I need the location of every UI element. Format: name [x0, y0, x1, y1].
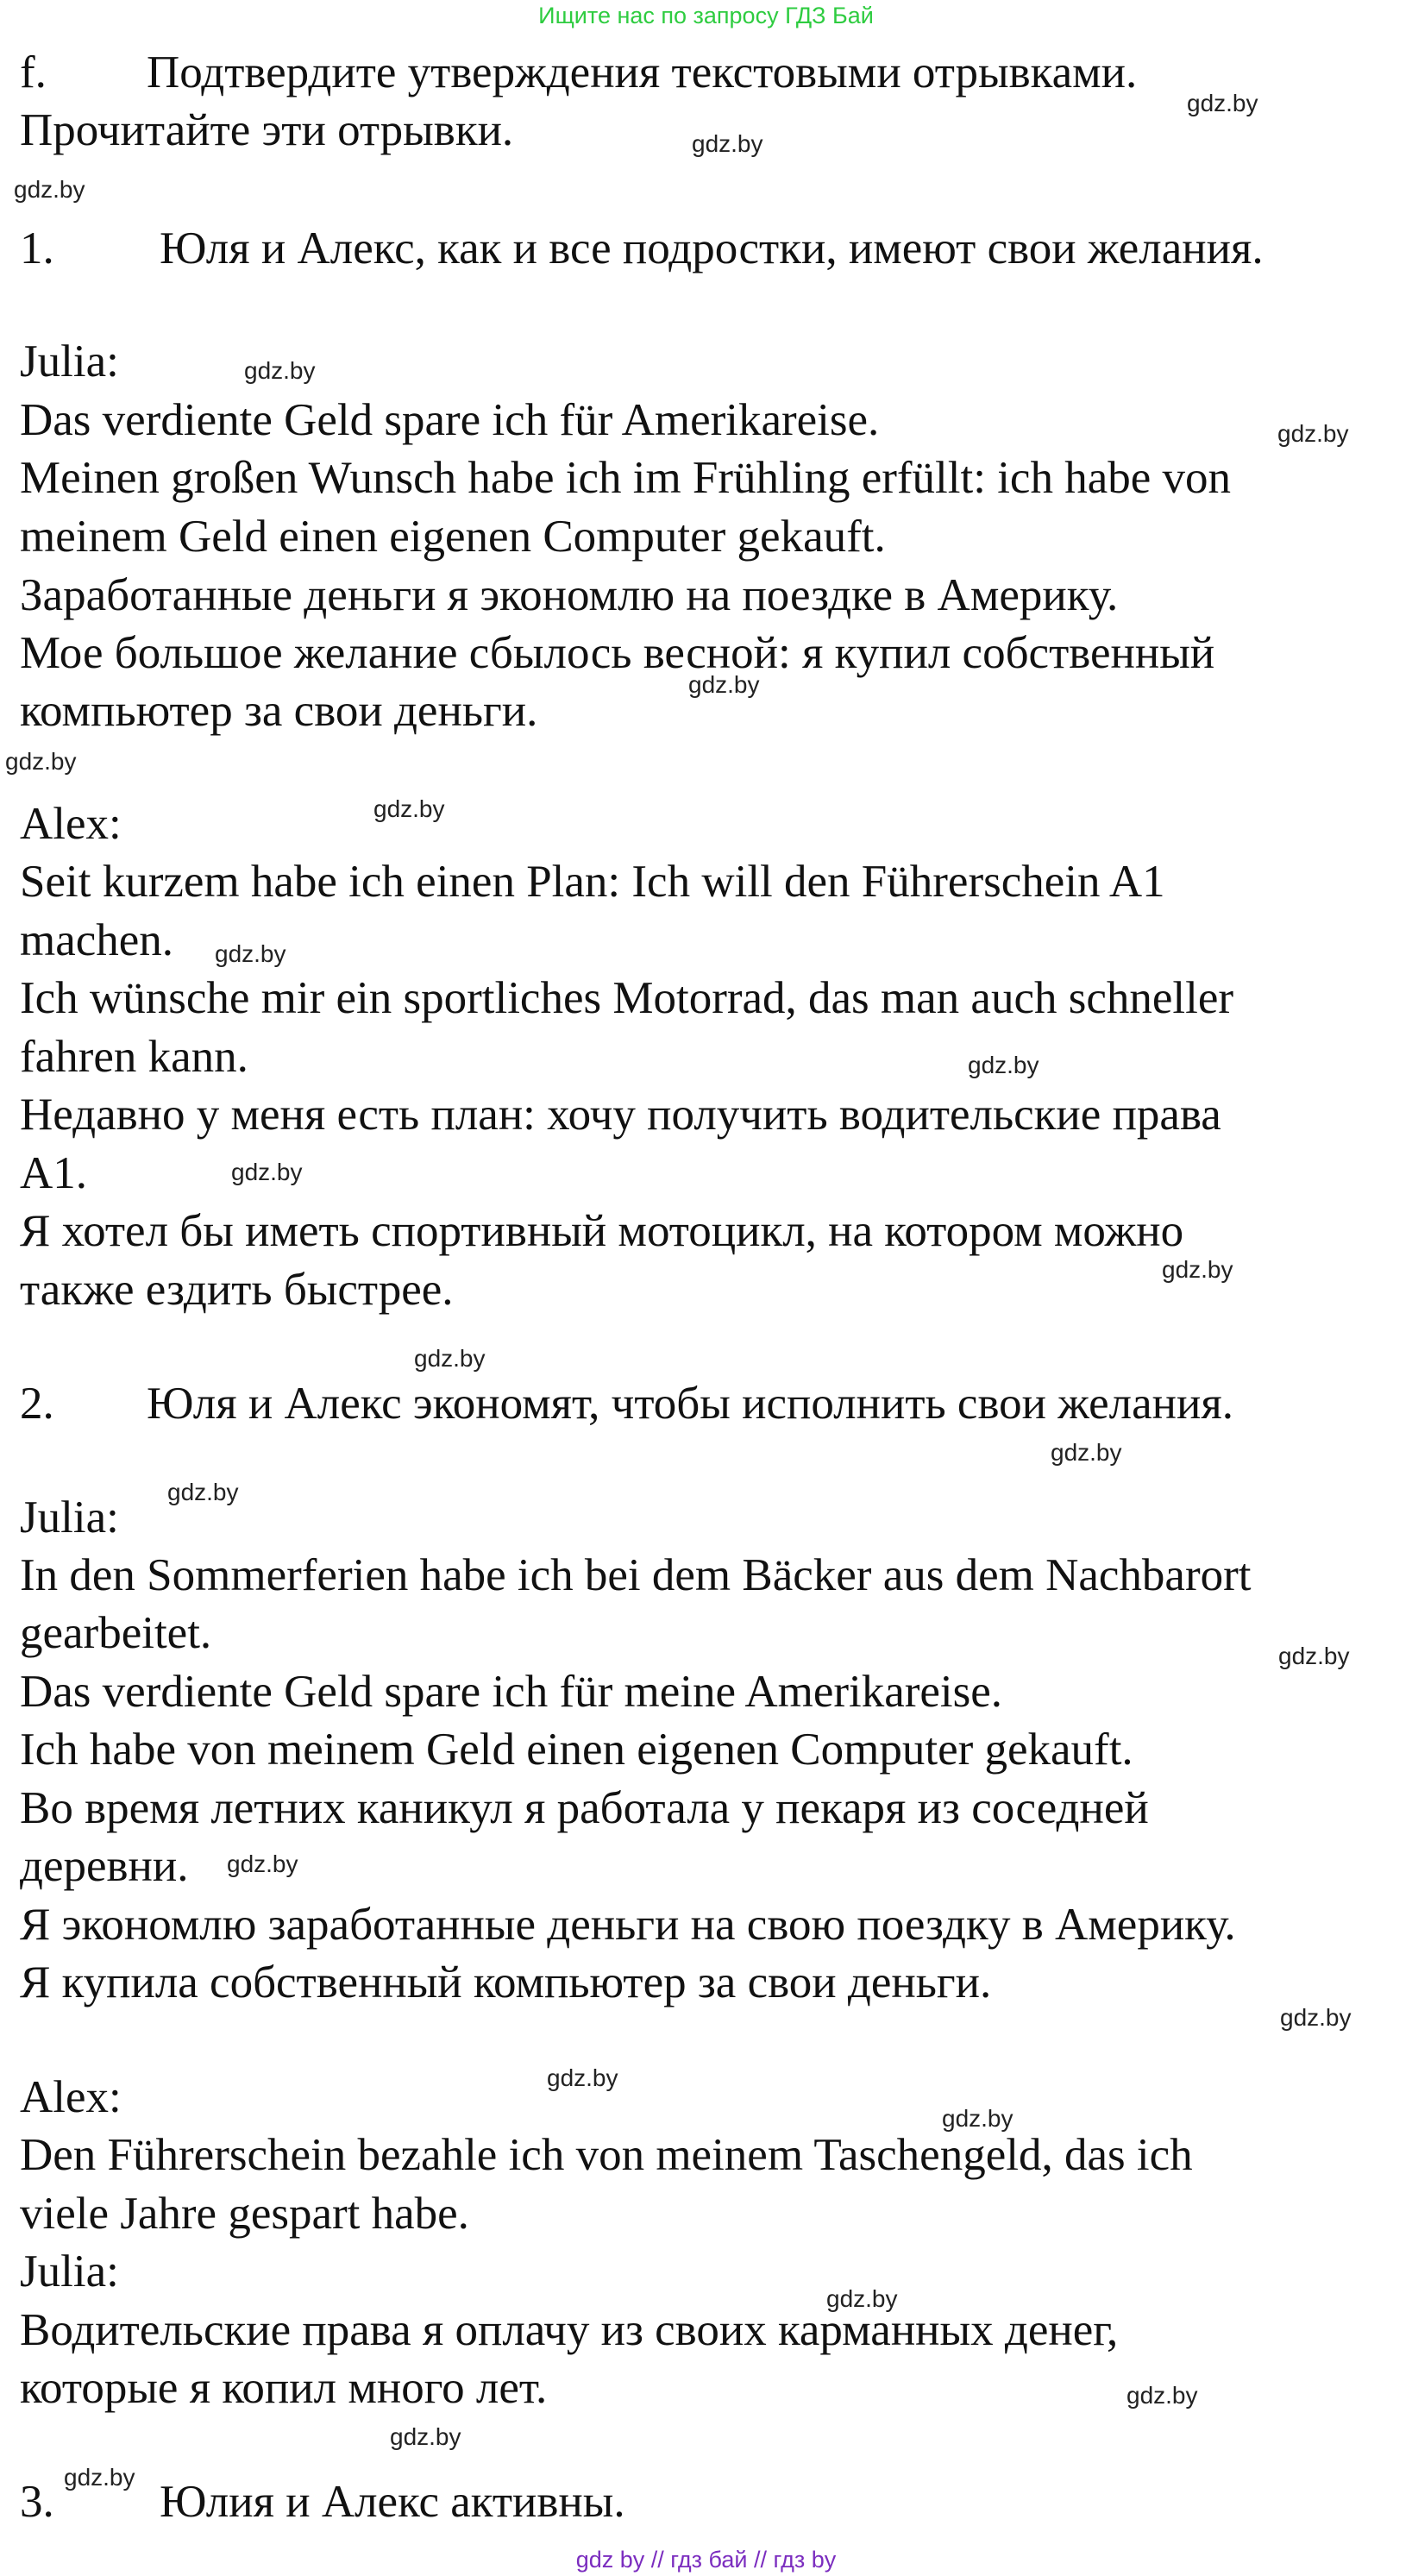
item2-number: 2.: [20, 1379, 54, 1429]
item1-julia-line-2: Meinen großen Wunsch habe ich im Frühling erfüllt: ich habe von: [20, 453, 1232, 503]
search-hint-link[interactable]: Ищите нас по запросу ГДЗ Бай: [538, 3, 874, 28]
item1-alex-line-7: Я хотел бы иметь спортивный мотоцикл, на котором можно: [20, 1206, 1184, 1256]
watermark: gdz.by: [414, 1345, 486, 1372]
item1-alex-label: Alex:: [20, 799, 122, 849]
watermark: gdz.by: [1277, 420, 1349, 447]
watermark: gdz.by: [373, 795, 445, 822]
item1-alex-line-5: Недавно у меня есть план: хочу получить водительские права: [20, 1090, 1221, 1140]
watermark: gdz.by: [1187, 90, 1258, 116]
watermark: gdz.by: [231, 1159, 303, 1185]
item1-alex-line-6: A1.: [20, 1148, 88, 1198]
watermark: gdz.by: [1051, 1439, 1122, 1466]
item2-statement: Юля и Алекс экономят, чтобы исполнить свои желания.: [147, 1379, 1233, 1429]
item1-julia-line-3: meinem Geld einen eigenen Computer gekauft.: [20, 512, 886, 562]
item2-translation-line-1: Водительские права я оплачу из своих карманных денег,: [20, 2305, 1119, 2355]
item2-julia-line-8: Я купила собственный компьютер за свои деньги.: [20, 1957, 992, 2007]
watermark: gdz.by: [942, 2105, 1014, 2132]
item1-julia-line-6: компьютер за свои деньги.: [20, 686, 538, 736]
watermark: gdz.by: [390, 2423, 461, 2450]
watermark: gdz.by: [64, 2464, 135, 2491]
item2-julia-label: Julia:: [20, 1492, 119, 1542]
watermark: gdz.by: [968, 1052, 1039, 1078]
watermark: gdz.by: [1278, 1643, 1350, 1669]
item2-julia-line-6: деревни.: [20, 1841, 189, 1891]
watermark: gdz.by: [1280, 2004, 1352, 2031]
item1-alex-line-1: Seit kurzem habe ich einen Plan: Ich will den Führerschein A1: [20, 857, 1165, 907]
item1-statement: Юля и Алекс, как и все подростки, имеют свои желания.: [160, 223, 1264, 273]
section-letter: f.: [20, 47, 47, 97]
item1-alex-line-2: machen.: [20, 915, 174, 965]
item2-alex-line-1: Den Führerschein bezahle ich von meinem Taschengeld, das ich: [20, 2130, 1193, 2180]
watermark: gdz.by: [692, 130, 763, 157]
item2-julia-line-1: In den Sommerferien habe ich bei dem Bäcker aus dem Nachbarort: [20, 1550, 1252, 1600]
section-instruction: Подтвердите утверждения текстовыми отрывками.: [147, 47, 1138, 97]
item2-julia-line-2: gearbeitet.: [20, 1608, 212, 1658]
watermark: gdz.by: [826, 2285, 898, 2312]
watermark: gdz.by: [1126, 2382, 1198, 2409]
watermark: gdz.by: [14, 176, 85, 203]
watermark: gdz.by: [688, 671, 760, 698]
watermark: gdz.by: [167, 1479, 239, 1505]
item1-julia-line-4: Заработанные деньги я экономлю на поездке в Америку.: [20, 570, 1119, 620]
item1-alex-line-3: Ich wünsche mir ein sportliches Motorrad, das man auch schneller: [20, 973, 1234, 1023]
watermark: gdz.by: [227, 1850, 298, 1877]
section-instruction-2: Прочитайте эти отрывки.: [20, 105, 514, 155]
item2-julia-line-7: Я экономлю заработанные деньги на свою поездку в Америку.: [20, 1900, 1236, 1950]
watermark: gdz.by: [1162, 1256, 1233, 1283]
item1-alex-line-4: fahren kann.: [20, 1032, 248, 1082]
item2-julia-line-5: Во время летних каникул я работала у пекаря из соседней: [20, 1783, 1149, 1833]
watermark: gdz.by: [547, 2064, 618, 2091]
item2-alex-line-2: viele Jahre gespart habe.: [20, 2189, 469, 2239]
item1-julia-line-5: Мое большое желание сбылось весной: я купил собственный: [20, 628, 1215, 678]
item2-translation-line-2: которые я копил много лет.: [20, 2363, 548, 2413]
watermark: gdz.by: [215, 940, 286, 967]
item3-statement: Юлия и Алекс активны.: [160, 2477, 625, 2527]
item1-julia-line-1: Das verdiente Geld spare ich für Amerikareise.: [20, 395, 880, 445]
item2-julia-line-3: Das verdiente Geld spare ich für meine Amerikareise.: [20, 1667, 1003, 1717]
item1-julia-label: Julia:: [20, 336, 119, 386]
watermark: gdz.by: [244, 357, 316, 384]
item2-alex-label: Alex:: [20, 2072, 122, 2122]
footer-links[interactable]: gdz by // гдз бай // гдз by: [575, 2547, 837, 2573]
item2-julia-label-2: Julia:: [20, 2246, 119, 2296]
item3-number: 3.: [20, 2477, 54, 2527]
item2-julia-line-4: Ich habe von meinem Geld einen eigenen Computer gekauft.: [20, 1725, 1133, 1775]
item1-alex-line-8: также ездить быстрее.: [20, 1265, 454, 1315]
watermark: gdz.by: [5, 748, 77, 775]
item1-number: 1.: [20, 223, 54, 273]
